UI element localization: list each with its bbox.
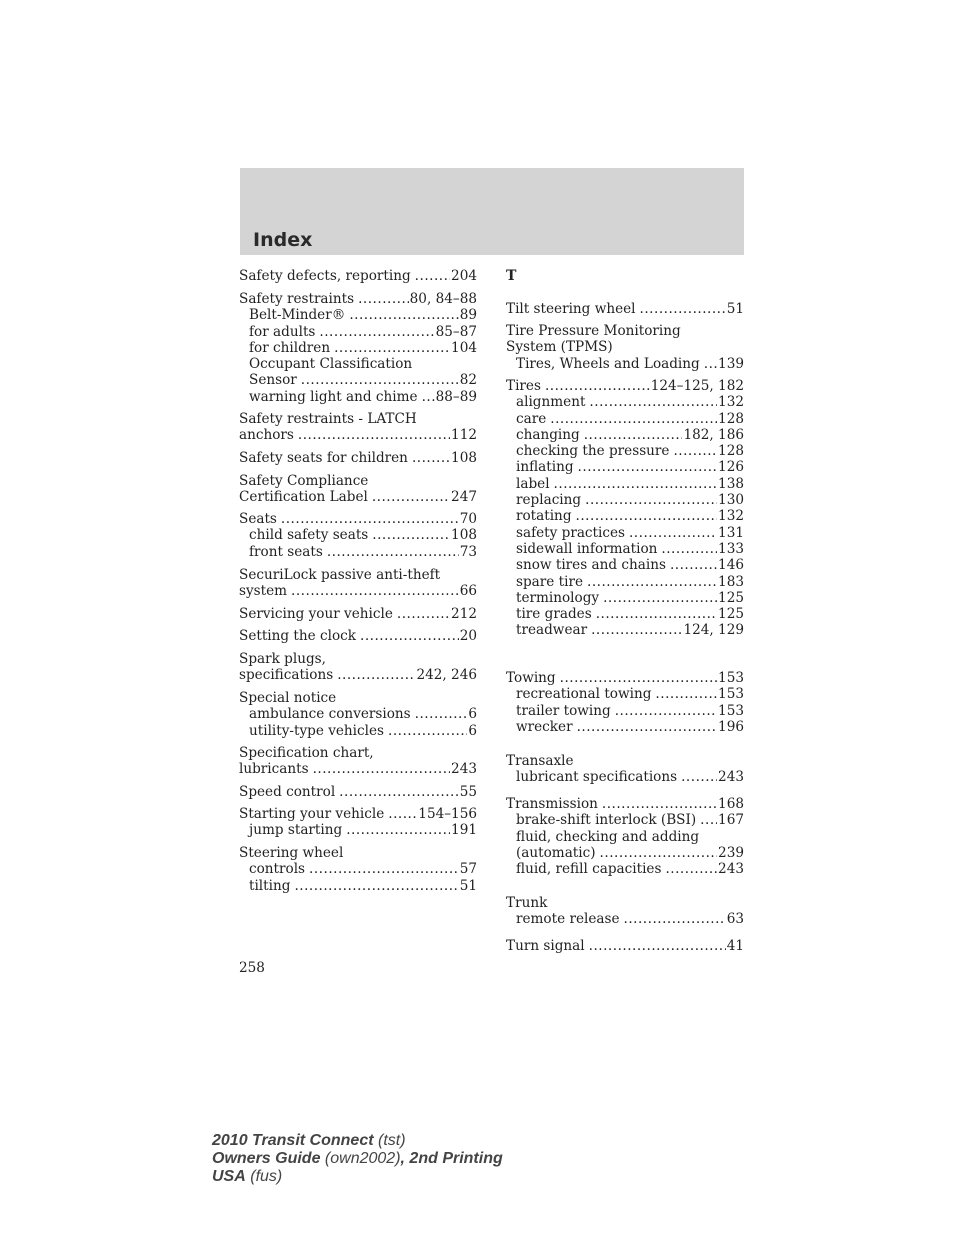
index-subentry-line	[239, 706, 477, 722]
index-entry-line	[239, 511, 477, 527]
index-subentry-line	[506, 459, 744, 475]
page-reference: 70	[459, 511, 477, 527]
page-reference: 82	[459, 372, 477, 389]
dot-leader	[349, 307, 458, 323]
entry-term: fluid, refill capacities	[516, 861, 662, 878]
index-subentry-line	[506, 590, 744, 606]
entry-term: jump starting	[249, 822, 343, 839]
entry-term: Belt-Minder®	[249, 307, 346, 324]
index-entry	[239, 784, 477, 800]
dot-leader	[358, 291, 409, 307]
entry-term: lubricant specifications	[516, 769, 678, 786]
footer-line-3: USA (fus)	[212, 1168, 283, 1185]
entry-term: Occupant Classification	[249, 356, 413, 373]
index-entry	[239, 745, 477, 778]
dot-leader	[670, 557, 717, 573]
entry-term: Tires	[506, 378, 541, 394]
entry-term: rotating	[516, 508, 572, 525]
page-reference: 191	[451, 822, 477, 839]
index-subentry-line	[506, 476, 744, 492]
entry-term: system	[239, 583, 288, 600]
page-reference: 125	[718, 589, 744, 606]
entry-term: SecuriLock passive anti-theft	[239, 567, 441, 583]
entry-term: recreational towing	[516, 686, 652, 703]
index-subentry-line	[506, 861, 744, 877]
entry-term: utility-type vehicles	[249, 722, 385, 739]
index-entry	[239, 291, 477, 405]
page-reference: 20	[459, 628, 477, 644]
page-reference: 124, 129	[683, 622, 744, 639]
index-subentry-line	[506, 541, 744, 557]
dot-leader	[602, 796, 717, 812]
index-entry	[506, 796, 744, 877]
entry-term: checking the pressure	[516, 443, 670, 460]
index-entry-line	[239, 583, 477, 599]
entry-term: safety practices	[516, 524, 625, 541]
index-entry	[239, 651, 477, 684]
index-subentry-line	[506, 845, 744, 861]
index-entry-line	[239, 651, 477, 667]
dot-leader	[655, 686, 717, 702]
index-entry-line	[239, 745, 477, 761]
document-footer	[212, 1132, 503, 1186]
page-reference: 153	[718, 670, 744, 686]
page-reference: 128	[718, 443, 744, 460]
entry-term: Certification Label	[239, 489, 368, 506]
index-entry	[239, 567, 477, 600]
entry-term: sidewall information	[516, 540, 658, 557]
dot-leader	[388, 723, 467, 739]
page-reference: 243	[451, 761, 477, 778]
index-entry	[506, 323, 744, 372]
page-reference: 139	[718, 355, 744, 372]
dot-leader	[681, 769, 717, 785]
dot-leader	[554, 476, 718, 492]
dot-leader	[577, 719, 717, 735]
index-entry-line	[239, 473, 477, 489]
index-entry-line	[239, 411, 477, 427]
dot-leader	[346, 822, 450, 838]
page-reference: 41	[726, 938, 744, 954]
index-entry	[506, 670, 744, 735]
dot-leader	[301, 372, 459, 388]
dot-leader	[704, 356, 717, 372]
index-entry	[506, 753, 744, 786]
index-subentry-line	[506, 394, 744, 410]
dot-leader	[673, 443, 717, 459]
dot-leader	[319, 324, 434, 340]
index-entry	[506, 895, 744, 928]
entry-term: changing	[516, 426, 580, 443]
page-reference: 55	[459, 784, 477, 800]
index-entry-line	[239, 427, 477, 443]
page-reference: 132	[718, 508, 744, 525]
dot-leader	[700, 812, 717, 828]
index-entry	[239, 411, 477, 444]
index-header-band	[240, 168, 744, 255]
page-reference: 6	[468, 722, 477, 739]
index-entry-line	[506, 796, 744, 812]
index-entry	[506, 301, 744, 317]
index-subentry-line	[506, 622, 744, 638]
entry-term: label	[516, 475, 550, 492]
page-reference: 168	[718, 796, 744, 812]
page-reference: 153	[718, 702, 744, 719]
page-reference: 85–87	[435, 323, 477, 340]
page-reference: 88–89	[435, 388, 477, 405]
entry-term: remote release	[516, 911, 620, 928]
entry-term: Speed control	[239, 784, 336, 800]
dot-leader	[415, 706, 468, 722]
entry-term: warning light and chime	[249, 388, 418, 405]
dot-leader	[298, 427, 450, 443]
page-reference: 183	[718, 573, 744, 590]
dot-leader	[412, 450, 450, 466]
dot-leader	[422, 389, 435, 405]
entry-term: Safety seats for children	[239, 450, 408, 466]
dot-leader	[388, 806, 417, 822]
index-entry-line	[239, 489, 477, 505]
dot-leader	[334, 340, 450, 356]
entry-term: inflating	[516, 459, 574, 476]
entry-term: anchors	[239, 427, 294, 444]
page-reference: 204	[451, 268, 477, 284]
page-reference: 154–156	[418, 806, 477, 822]
dot-leader	[661, 541, 717, 557]
index-subentry-line	[506, 443, 744, 459]
page-title: Index	[253, 229, 313, 251]
page-reference: 243	[718, 861, 744, 878]
entry-term: Transaxle	[506, 753, 574, 769]
index-entry-line	[506, 323, 744, 339]
entry-term: front seats	[249, 543, 323, 560]
dot-leader	[585, 492, 717, 508]
dot-leader	[337, 667, 415, 683]
index-subentry-line	[239, 527, 477, 543]
entry-term: Spark plugs,	[239, 651, 326, 667]
entry-term: System (TPMS)	[506, 339, 613, 356]
dot-leader	[291, 583, 459, 599]
dot-leader	[624, 911, 726, 927]
entry-term: Trunk	[506, 895, 548, 911]
page-reference: 153	[718, 686, 744, 703]
dot-leader	[589, 394, 717, 410]
entry-term: replacing	[516, 492, 582, 509]
index-subentry-line	[506, 829, 744, 845]
index-subentry-line	[239, 878, 477, 894]
index-subentry-line	[239, 372, 477, 388]
entry-term: Starting your vehicle	[239, 806, 385, 822]
page-reference: 130	[718, 492, 744, 509]
page-reference: 125	[718, 606, 744, 623]
index-subentry-line	[506, 686, 744, 702]
entry-term: Special notice	[239, 690, 337, 706]
page-reference: 167	[718, 812, 744, 829]
page-reference: 131	[718, 524, 744, 541]
dot-leader	[397, 606, 450, 622]
dot-leader	[587, 574, 717, 590]
entry-term: tire grades	[516, 606, 592, 623]
index-subentry-line	[506, 356, 744, 372]
entry-term: child safety seats	[249, 527, 369, 544]
index-entry	[239, 628, 477, 644]
entry-term: alignment	[516, 394, 586, 411]
dot-leader	[281, 511, 459, 527]
dot-leader	[550, 411, 717, 427]
entry-term: Safety restraints	[239, 291, 355, 307]
index-subentry-line	[239, 340, 477, 356]
page-reference: 108	[451, 450, 477, 466]
entry-term: spare tire	[516, 573, 583, 590]
index-subentry-line	[506, 911, 744, 927]
page-reference: 51	[459, 877, 477, 894]
index-subentry-line	[239, 324, 477, 340]
index-entry-line	[506, 938, 744, 954]
page-reference: 66	[459, 583, 477, 600]
index-subentry-line	[506, 606, 744, 622]
index-subentry-line	[239, 356, 477, 372]
dot-leader	[327, 544, 459, 560]
entry-term: Turn signal	[506, 938, 585, 954]
section-letter: T	[506, 268, 517, 284]
page-reference: 51	[726, 301, 744, 317]
index-entry-line	[506, 670, 744, 686]
entry-term: Tires, Wheels and Loading	[516, 355, 700, 372]
entry-term: ambulance conversions	[249, 706, 411, 723]
page-reference: 73	[459, 543, 477, 560]
entry-term: Setting the clock	[239, 628, 356, 644]
dot-leader	[589, 938, 726, 954]
index-subentry-line	[506, 574, 744, 590]
entry-term: Servicing your vehicle	[239, 606, 393, 622]
page-reference: 212	[451, 606, 477, 622]
page-reference: 242, 246	[416, 667, 477, 684]
dot-leader	[603, 590, 717, 606]
dot-leader	[372, 489, 450, 505]
index-entry	[239, 473, 477, 506]
index-subentry-line	[506, 427, 744, 443]
entry-term: Transmission	[506, 796, 598, 812]
index-subentry-line	[239, 861, 477, 877]
dot-leader	[415, 268, 450, 284]
page-reference: 89	[459, 307, 477, 324]
index-entry-line	[239, 567, 477, 583]
index-entry	[239, 806, 477, 839]
dot-leader	[665, 861, 717, 877]
index-entry	[239, 845, 477, 894]
index-subentry-line	[506, 719, 744, 735]
index-entry-line	[239, 667, 477, 683]
index-entry-line	[239, 806, 477, 822]
index-entry	[239, 690, 477, 739]
index-entry	[506, 938, 744, 954]
entry-term: Tire Pressure Monitoring	[506, 323, 681, 339]
entry-term: (automatic)	[516, 844, 596, 861]
index-entry-line	[239, 761, 477, 777]
entry-term: Safety restraints - LATCH	[239, 411, 417, 427]
page-reference: 196	[718, 718, 744, 735]
entry-term: care	[516, 410, 547, 427]
page-reference: 247	[451, 489, 477, 506]
footer-line-1: 2010 Transit Connect (tst)	[212, 1132, 406, 1149]
dot-leader	[615, 703, 717, 719]
index-entry-line	[239, 291, 477, 307]
index-entry-line	[239, 690, 477, 706]
entry-term: tilting	[249, 877, 291, 894]
dot-leader	[360, 628, 459, 644]
index-entry-line	[506, 895, 744, 911]
dot-leader	[339, 784, 459, 800]
index-subentry-line	[239, 307, 477, 323]
page-reference: 112	[451, 427, 477, 444]
dot-leader	[372, 527, 450, 543]
page-reference: 133	[718, 540, 744, 557]
index-entry	[239, 511, 477, 560]
dot-leader	[629, 525, 717, 541]
page-reference: 182, 186	[683, 426, 744, 443]
page-reference: 108	[451, 527, 477, 544]
entry-term: treadwear	[516, 622, 588, 639]
page-reference: 63	[726, 911, 744, 928]
entry-term: lubricants	[239, 761, 309, 778]
entry-term: terminology	[516, 589, 600, 606]
index-entry-line	[239, 268, 477, 284]
entry-term: Towing	[506, 670, 556, 686]
entry-term: Seats	[239, 511, 277, 527]
entry-term: Tilt steering wheel	[506, 301, 636, 317]
entry-term: Specification chart,	[239, 745, 374, 761]
dot-leader	[294, 878, 458, 894]
entry-term: wrecker	[516, 718, 573, 735]
page-reference: 6	[468, 706, 477, 723]
page-reference: 146	[718, 557, 744, 574]
index-subentry-line	[239, 723, 477, 739]
dot-leader	[600, 845, 718, 861]
index-subentry-line	[506, 812, 744, 828]
entry-term: snow tires and chains	[516, 557, 666, 574]
entry-term: Steering wheel	[239, 845, 344, 861]
dot-leader	[313, 761, 450, 777]
page-number: 258	[239, 960, 265, 976]
index-entry	[506, 378, 744, 639]
entry-term: trailer towing	[516, 702, 611, 719]
entry-term: for adults	[249, 323, 316, 340]
page-reference: 239	[718, 844, 744, 861]
index-entry-line	[239, 450, 477, 466]
index-entry	[239, 450, 477, 466]
index-subentry-line	[506, 525, 744, 541]
index-entry	[239, 268, 477, 284]
index-entry-line	[239, 628, 477, 644]
footer-line-2: Owners Guide (own2002), 2nd Printing	[212, 1150, 503, 1167]
page-reference: 126	[718, 459, 744, 476]
dot-leader	[309, 861, 459, 877]
dot-leader	[640, 301, 726, 317]
page-reference: 57	[459, 861, 477, 878]
dot-leader	[596, 606, 717, 622]
entry-term: Safety Compliance	[239, 473, 369, 489]
index-entry-line	[506, 378, 744, 394]
index-entry-line	[239, 784, 477, 800]
index-subentry-line	[239, 822, 477, 838]
index-subentry-line	[239, 544, 477, 560]
entry-term: fluid, checking and adding	[516, 828, 700, 845]
page-reference: 104	[451, 339, 477, 356]
entry-term: Safety defects, reporting	[239, 268, 411, 284]
dot-leader	[560, 670, 717, 686]
page-reference: 132	[718, 394, 744, 411]
page-reference: 80, 84–88	[409, 291, 477, 307]
index-entry-line	[506, 301, 744, 317]
page-reference: 243	[718, 769, 744, 786]
dot-leader	[591, 622, 682, 638]
entry-term: controls	[249, 861, 306, 878]
entry-term: Sensor	[249, 372, 297, 389]
dot-leader	[584, 427, 683, 443]
page-reference: 138	[718, 475, 744, 492]
index-subentry-line	[506, 769, 744, 785]
page-reference: 124–125, 182	[650, 378, 744, 394]
index-subentry-line	[506, 703, 744, 719]
index-subentry-line	[506, 492, 744, 508]
entry-term: for children	[249, 339, 331, 356]
index-entry-line	[239, 845, 477, 861]
page-reference: 128	[718, 410, 744, 427]
index-entry	[239, 606, 477, 622]
dot-leader	[545, 378, 650, 394]
dot-leader	[576, 508, 718, 524]
index-subentry-line	[506, 508, 744, 524]
index-entry-line	[506, 339, 744, 355]
index-entry-line	[239, 606, 477, 622]
index-subentry-line	[506, 557, 744, 573]
entry-term: specifications	[239, 667, 334, 684]
index-subentry-line	[506, 411, 744, 427]
dot-leader	[578, 459, 718, 475]
entry-term: brake-shift interlock (BSI)	[516, 812, 697, 829]
index-subentry-line	[239, 389, 477, 405]
index-entry-line	[506, 753, 744, 769]
